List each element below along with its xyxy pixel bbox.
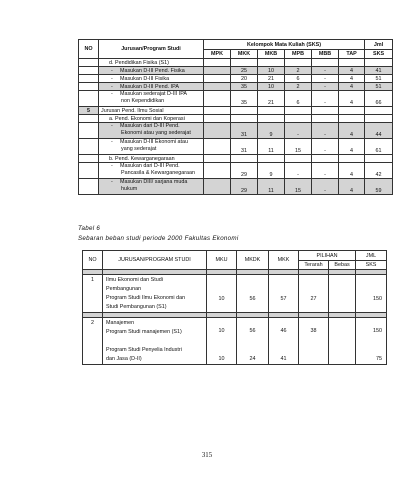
cell-mbb: -	[312, 83, 339, 91]
cell-jml: 61	[365, 139, 393, 155]
cell-tap: 4	[339, 139, 365, 155]
row-label: Jurusan Pend. Ilmu Sosial	[99, 107, 204, 115]
cell-mkb: 11	[258, 139, 285, 155]
subcell-mkk: 41	[280, 356, 287, 362]
subcell-mku: 10	[218, 356, 225, 362]
row-label-line2: yang sederajat	[121, 146, 157, 152]
cell-mpk	[204, 67, 231, 75]
row-label-line2: hukum	[121, 186, 138, 192]
table-row: - Masukan DIII/ sarjana muda hukum 29 11 15 - 4 59	[79, 179, 393, 195]
col-mpk-header: MPK	[204, 50, 231, 59]
row-label-line1: Masukan dari D-III Pend.	[120, 123, 180, 129]
cell-mkk: 35	[231, 83, 258, 91]
cell-mpk	[204, 91, 231, 107]
cell-mkb: 10	[258, 83, 285, 91]
cell-mpk	[204, 139, 231, 155]
table-row	[79, 155, 393, 163]
subcell-mkdk: 24	[249, 356, 256, 362]
cell-mkk: 29	[231, 163, 258, 179]
cell-mpb: 2	[285, 83, 312, 91]
cell-tap: 4	[339, 75, 365, 83]
cell-mpk	[204, 179, 231, 195]
col-mpb-header: MPB	[285, 50, 312, 59]
cell-tap: 4	[339, 67, 365, 75]
col-no-header: NO	[79, 40, 99, 59]
subrow-label-line1: Program Studi Penyelia Industri	[106, 347, 182, 353]
row-label-line1: Ilmu Ekonomi dan Studi	[106, 277, 163, 283]
col-sks-header: SKS	[356, 261, 387, 270]
row-no: 1	[83, 275, 103, 313]
table-caption-number: Tabel 6	[78, 225, 101, 232]
cell-bebas	[329, 275, 356, 313]
page-number: 315	[201, 452, 213, 459]
row-no: 2	[83, 318, 103, 365]
cell-mkk: 57	[269, 275, 299, 313]
cell-tap: 4	[339, 163, 365, 179]
col-bebas-header: Bebas	[329, 261, 356, 270]
row-no: 5	[79, 107, 99, 115]
table-row	[79, 115, 393, 123]
cell-mkk: 46	[280, 328, 287, 334]
cell-jml: 42	[365, 163, 393, 179]
cell-mpb: 6	[285, 91, 312, 107]
row-label: d. Pendidikan Fisika (S1)	[99, 59, 204, 67]
cell-mpk	[204, 123, 231, 139]
cell-mku: 10	[207, 275, 237, 313]
row-label-line1: Masukan sederajat D-III IPA	[120, 91, 188, 97]
cell-mkb: 9	[258, 163, 285, 179]
cell-mbb: -	[312, 179, 339, 195]
row-label-line2: non Kependidikan	[121, 98, 165, 104]
cell-mkb: 10	[258, 67, 285, 75]
cell-terarah: 38	[310, 328, 317, 334]
col-jml-header: JML	[356, 251, 387, 261]
cell-mpb: -	[285, 163, 312, 179]
col-program-header: Jurusan/Program Studi	[99, 40, 204, 59]
table1-header-row	[79, 40, 393, 50]
cell-mkk: 29	[231, 179, 258, 195]
cell-mkk: 35	[231, 91, 258, 107]
col-pilihan-header: PILIHAN	[299, 251, 356, 261]
row-label-line1: Masukan D-III Ekonomi atau	[120, 139, 189, 145]
cell-jml: 51	[365, 83, 393, 91]
cell-mpb: 15	[285, 139, 312, 155]
row-label-line2: Ekonomi atau yang sederajat	[121, 130, 191, 136]
table-row: - Masukan D-III Pend. Fisika 25 10 2 - 4 41	[79, 67, 393, 75]
cell-mkk: 20	[231, 75, 258, 83]
col-mkk-header: MKK	[269, 251, 299, 270]
row-label-line3: Program Studi Ilmu Ekonomi dan	[106, 295, 186, 301]
row-label: a. Pend. Ekonomi dan Koperasi	[99, 115, 204, 123]
cell-mpb: -	[285, 123, 312, 139]
cell-mbb: -	[312, 91, 339, 107]
table-row: - Masukan sederajat D-III IPA non Kependidikan 35 21 6 - 4 66	[79, 91, 393, 107]
row-label-line1: Manajemen	[106, 320, 135, 326]
table-row: - Masukan dari D-III Pend. Pancasila & Kewarganegaraan 29 9 - - 4 42	[79, 163, 393, 179]
cell-mkdk: 56	[237, 275, 269, 313]
cell-tap: 4	[339, 179, 365, 195]
table2-header-row	[83, 251, 387, 261]
row-label-line2: Pancasila & Kewarganegaraan	[121, 170, 196, 176]
row-label-line1: Masukan dari D-III Pend.	[120, 163, 180, 169]
row-label: Masukan D-III Pend. IPA	[120, 83, 179, 90]
cell-mkb: 21	[258, 91, 285, 107]
row-label: b. Pend. Kewarganegaraan	[99, 155, 204, 163]
row-label: Masukan D-III Fisika	[120, 75, 170, 82]
cell-tap: 4	[339, 91, 365, 107]
table-caption-title: Sebaran beban studi periode 2000 Fakultas Ekonomi	[78, 235, 239, 242]
cell-mbb: -	[312, 67, 339, 75]
table-row: - Masukan dari D-III Pend. Ekonomi atau yang sederajat 31 9 - - 4 44	[79, 123, 393, 139]
cell-mpk	[204, 163, 231, 179]
cell-mbb: -	[312, 139, 339, 155]
cell-mpk	[204, 83, 231, 91]
subrow-label-line2: dan Jasa (D-II)	[106, 356, 142, 362]
cell-jml: 150	[356, 275, 387, 313]
credit-distribution-table	[78, 39, 393, 195]
col-terarah-header: Terarah	[299, 261, 329, 270]
cell-jml: 51	[365, 75, 393, 83]
row-label-line1: Masukan DIII/ sarjana muda	[120, 179, 188, 185]
cell-mpb: 15	[285, 179, 312, 195]
col-mkk-header: MKK	[231, 50, 258, 59]
col-mbb-header: MBB	[312, 50, 339, 59]
row-label-line2: Pembangunan	[106, 286, 142, 292]
cell-mbb: -	[312, 75, 339, 83]
cell-mpb: 6	[285, 75, 312, 83]
cell-jml: 150	[373, 328, 383, 334]
col-sks-header: SKS	[365, 50, 393, 59]
cell-mkk: 31	[231, 139, 258, 155]
cell-jml: 66	[365, 91, 393, 107]
col-mkdk-header: MKDK	[237, 251, 269, 270]
col-group-header: Kelompok Mata Kuliah (SKS)	[204, 40, 365, 50]
cell-mkb: 21	[258, 75, 285, 83]
col-jml-header: Jml	[365, 40, 393, 50]
table-row	[79, 59, 393, 67]
col-no-header: NO	[83, 251, 103, 270]
subcell-jml: 75	[376, 356, 383, 362]
col-tap-header: TAP	[339, 50, 365, 59]
cell-terarah: 27	[299, 275, 329, 313]
table-row	[79, 107, 393, 115]
table-row: - Masukan D-III Fisika 20 21 6 - 4 51	[79, 75, 393, 83]
cell-mbb: -	[312, 163, 339, 179]
cell-jml: 41	[365, 67, 393, 75]
cell-jml: 44	[365, 123, 393, 139]
cell-tap: 4	[339, 83, 365, 91]
cell-mkb: 11	[258, 179, 285, 195]
faculty-credit-table	[82, 250, 387, 365]
table-row: - Masukan D-III Pend. IPA 35 10 2 - 4 51	[79, 83, 393, 91]
col-mkb-header: MKB	[258, 50, 285, 59]
cell-jml: 59	[365, 179, 393, 195]
row-label-line4: Studi Pembangunan (S1)	[106, 304, 167, 310]
cell-mpb: 2	[285, 67, 312, 75]
cell-mkdk: 56	[249, 328, 256, 334]
cell-mkk: 25	[231, 67, 258, 75]
cell-mkk: 31	[231, 123, 258, 139]
cell-mpk	[204, 75, 231, 83]
table-row	[83, 275, 387, 313]
cell-mkb: 9	[258, 123, 285, 139]
cell-tap: 4	[339, 123, 365, 139]
col-program-header: JURUSAN/PROGRAM STUDI	[103, 251, 207, 270]
table-row: - Masukan D-III Ekonomi atau yang sederajat 31 11 15 - 4 61	[79, 139, 393, 155]
col-mku-header: MKU	[207, 251, 237, 270]
table-row	[83, 318, 387, 365]
row-label-line2: Program Studi manajemen (S1)	[106, 329, 182, 335]
row-label: Masukan D-III Pend. Fisika	[120, 67, 185, 74]
cell-mku: 10	[218, 328, 225, 334]
cell-mbb: -	[312, 123, 339, 139]
